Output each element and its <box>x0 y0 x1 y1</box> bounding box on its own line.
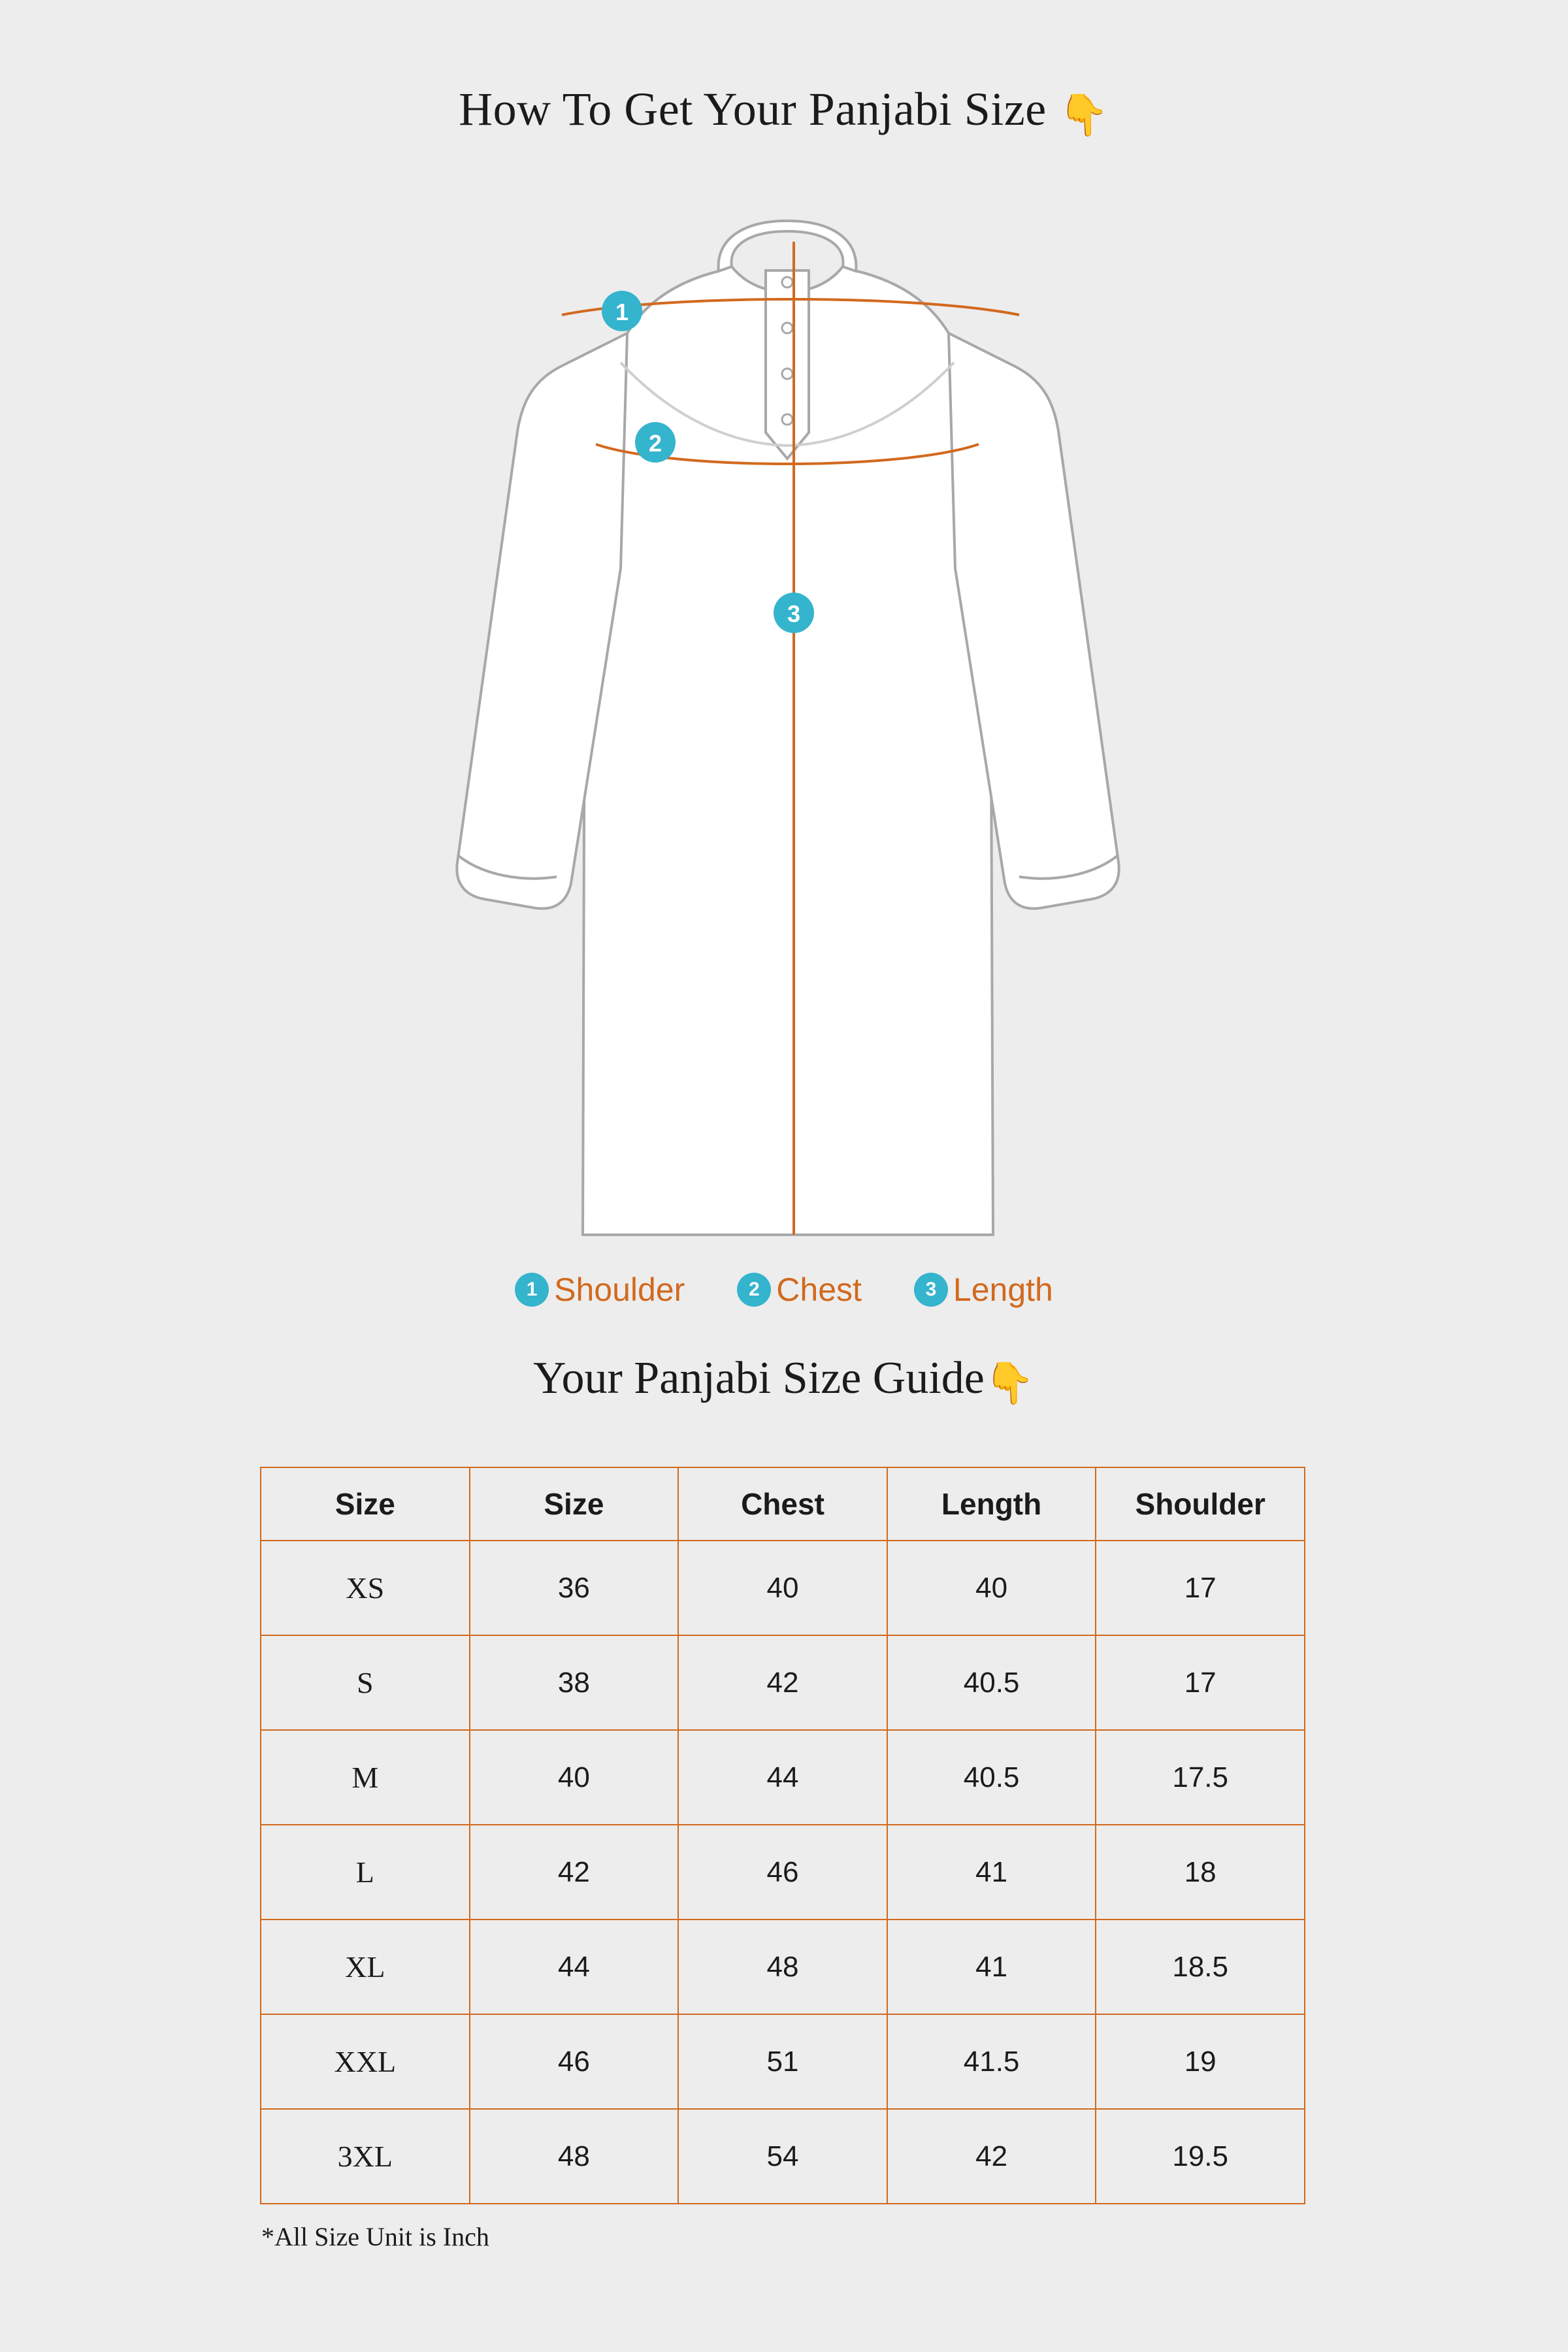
table-cell: XL <box>261 1919 470 2014</box>
table-cell: 48 <box>470 2109 679 2204</box>
col-header-chest: Chest <box>678 1467 887 1541</box>
legend-badge-2: 2 <box>737 1273 771 1307</box>
table-cell: 17.5 <box>1096 1730 1305 1825</box>
table-header-row <box>261 1467 1305 1541</box>
table-row <box>261 1919 1305 2014</box>
legend-item-shoulder <box>515 1271 685 1309</box>
table-cell: 41.5 <box>887 2014 1096 2109</box>
table-cell: 42 <box>470 1825 679 1919</box>
col-header-size-letter: Size <box>261 1467 470 1541</box>
table-cell: 46 <box>678 1825 887 1919</box>
table-cell: 18 <box>1096 1825 1305 1919</box>
size-guide-title <box>0 1352 1568 1407</box>
size-table-wrap <box>260 1467 1305 2204</box>
legend-label-chest: Chest <box>776 1271 862 1308</box>
pointing-down-icon: 👇 <box>1058 93 1109 138</box>
table-cell: XXL <box>261 2014 470 2109</box>
table-cell: 38 <box>470 1635 679 1730</box>
legend-label-length: Length <box>953 1271 1053 1308</box>
table-cell: 41 <box>887 1825 1096 1919</box>
table-cell: 44 <box>678 1730 887 1825</box>
legend-label-shoulder: Shoulder <box>554 1271 685 1308</box>
table-cell: 19 <box>1096 2014 1305 2109</box>
table-cell: 40 <box>887 1541 1096 1635</box>
table-row <box>261 1730 1305 1825</box>
panjabi-illustration <box>366 203 1209 1274</box>
page-title <box>0 82 1568 139</box>
table-cell: 3XL <box>261 2109 470 2204</box>
col-header-shoulder: Shoulder <box>1096 1467 1305 1541</box>
svg-text:3: 3 <box>787 600 801 627</box>
svg-text:1: 1 <box>615 299 629 325</box>
col-header-length: Length <box>887 1467 1096 1541</box>
table-cell: 19.5 <box>1096 2109 1305 2204</box>
table-cell: 17 <box>1096 1541 1305 1635</box>
size-guide-title-text: Your Panjabi Size Guide <box>532 1353 985 1403</box>
table-row <box>261 2014 1305 2109</box>
table-cell: 40 <box>470 1730 679 1825</box>
table-cell: 40.5 <box>887 1635 1096 1730</box>
table-cell: 40 <box>678 1541 887 1635</box>
table-row <box>261 1541 1305 1635</box>
table-cell: 41 <box>887 1919 1096 2014</box>
pointing-down-icon-2: 👇 <box>984 1362 1036 1406</box>
table-cell: 18.5 <box>1096 1919 1305 2014</box>
legend-badge-1: 1 <box>515 1273 549 1307</box>
legend <box>0 1271 1568 1309</box>
size-table <box>260 1467 1305 2204</box>
table-cell: M <box>261 1730 470 1825</box>
table-cell: 17 <box>1096 1635 1305 1730</box>
table-row <box>261 1825 1305 1919</box>
table-row <box>261 2109 1305 2204</box>
table-cell: 54 <box>678 2109 887 2204</box>
unit-note: *All Size Unit is Inch <box>261 2222 489 2251</box>
legend-item-chest <box>737 1271 862 1309</box>
table-cell: 36 <box>470 1541 679 1635</box>
table-row <box>261 1635 1305 1730</box>
col-header-size-number: Size <box>470 1467 679 1541</box>
table-cell: S <box>261 1635 470 1730</box>
table-cell: 46 <box>470 2014 679 2109</box>
table-cell: 42 <box>887 2109 1096 2204</box>
table-cell: 44 <box>470 1919 679 2014</box>
table-cell: XS <box>261 1541 470 1635</box>
page-title-text: How To Get Your Panjabi Size <box>459 83 1059 135</box>
table-cell: 48 <box>678 1919 887 2014</box>
table-cell: 40.5 <box>887 1730 1096 1825</box>
table-cell: L <box>261 1825 470 1919</box>
legend-item-length <box>914 1271 1053 1309</box>
legend-badge-3: 3 <box>914 1273 948 1307</box>
table-cell: 51 <box>678 2014 887 2109</box>
table-cell: 42 <box>678 1635 887 1730</box>
svg-text:2: 2 <box>648 430 662 457</box>
